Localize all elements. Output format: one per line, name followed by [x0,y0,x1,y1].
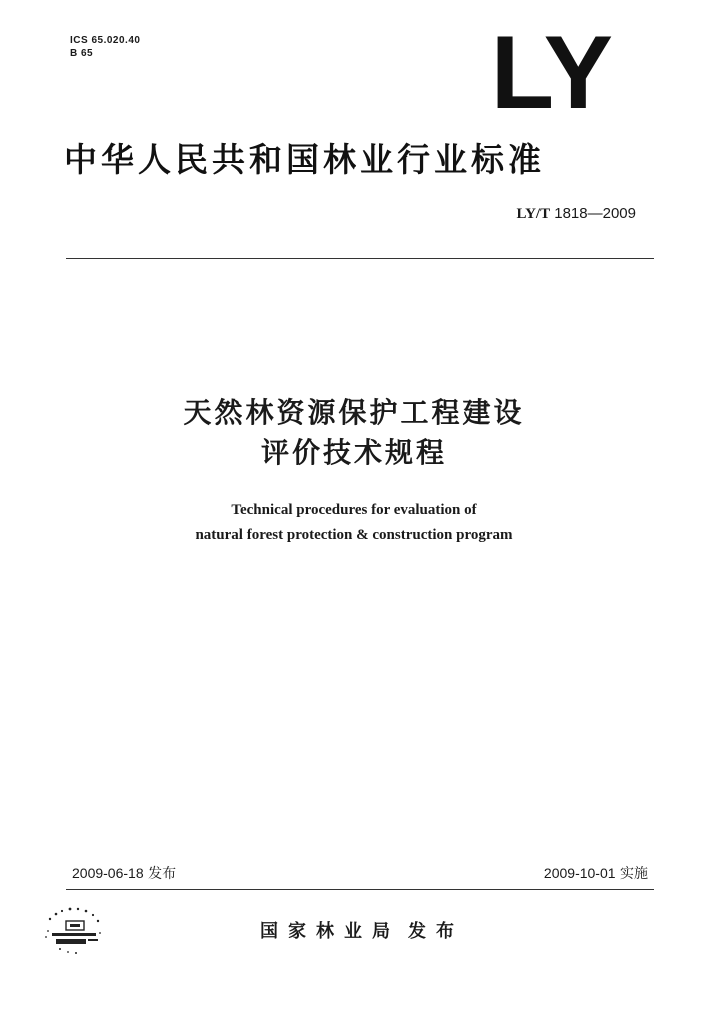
issuer-org: 国家林业局 [260,921,400,942]
issuer [260,917,464,943]
chinese-title-line2: 评价技术规程 [260,436,447,469]
top-divider [66,258,654,259]
bottom-divider [66,889,654,890]
issuer-action: 发布 [408,921,464,942]
library-stamp-icon [40,905,110,960]
ics-code: ICS 65.020.40 [70,35,141,46]
implementation-date-value: 2009-10-01 [543,865,616,881]
standard-number-value: 1818—2009 [554,205,636,222]
implementation-date-label: 实施 [620,866,648,882]
ly-logo: LY [490,15,612,131]
issue-date-label: 发布 [148,866,177,882]
english-title [0,498,708,548]
ccs-code: B 65 [70,48,94,59]
implementation-date [544,863,648,883]
english-title-line2: natural forest protection & construction program [195,527,513,543]
issue-date [72,863,176,883]
standard-number [516,205,636,223]
chinese-title [0,393,708,473]
issue-date-value: 2009-06-18 [72,865,144,881]
standard-category: 中华人民共和国林业行业标准 [64,140,545,179]
chinese-title-line1: 天然林资源保护工程建设 [183,396,525,429]
standard-number-prefix: LY/T [516,206,551,222]
english-title-line1: Technical procedures for evaluation of [231,502,477,518]
classification-codes [70,34,140,60]
